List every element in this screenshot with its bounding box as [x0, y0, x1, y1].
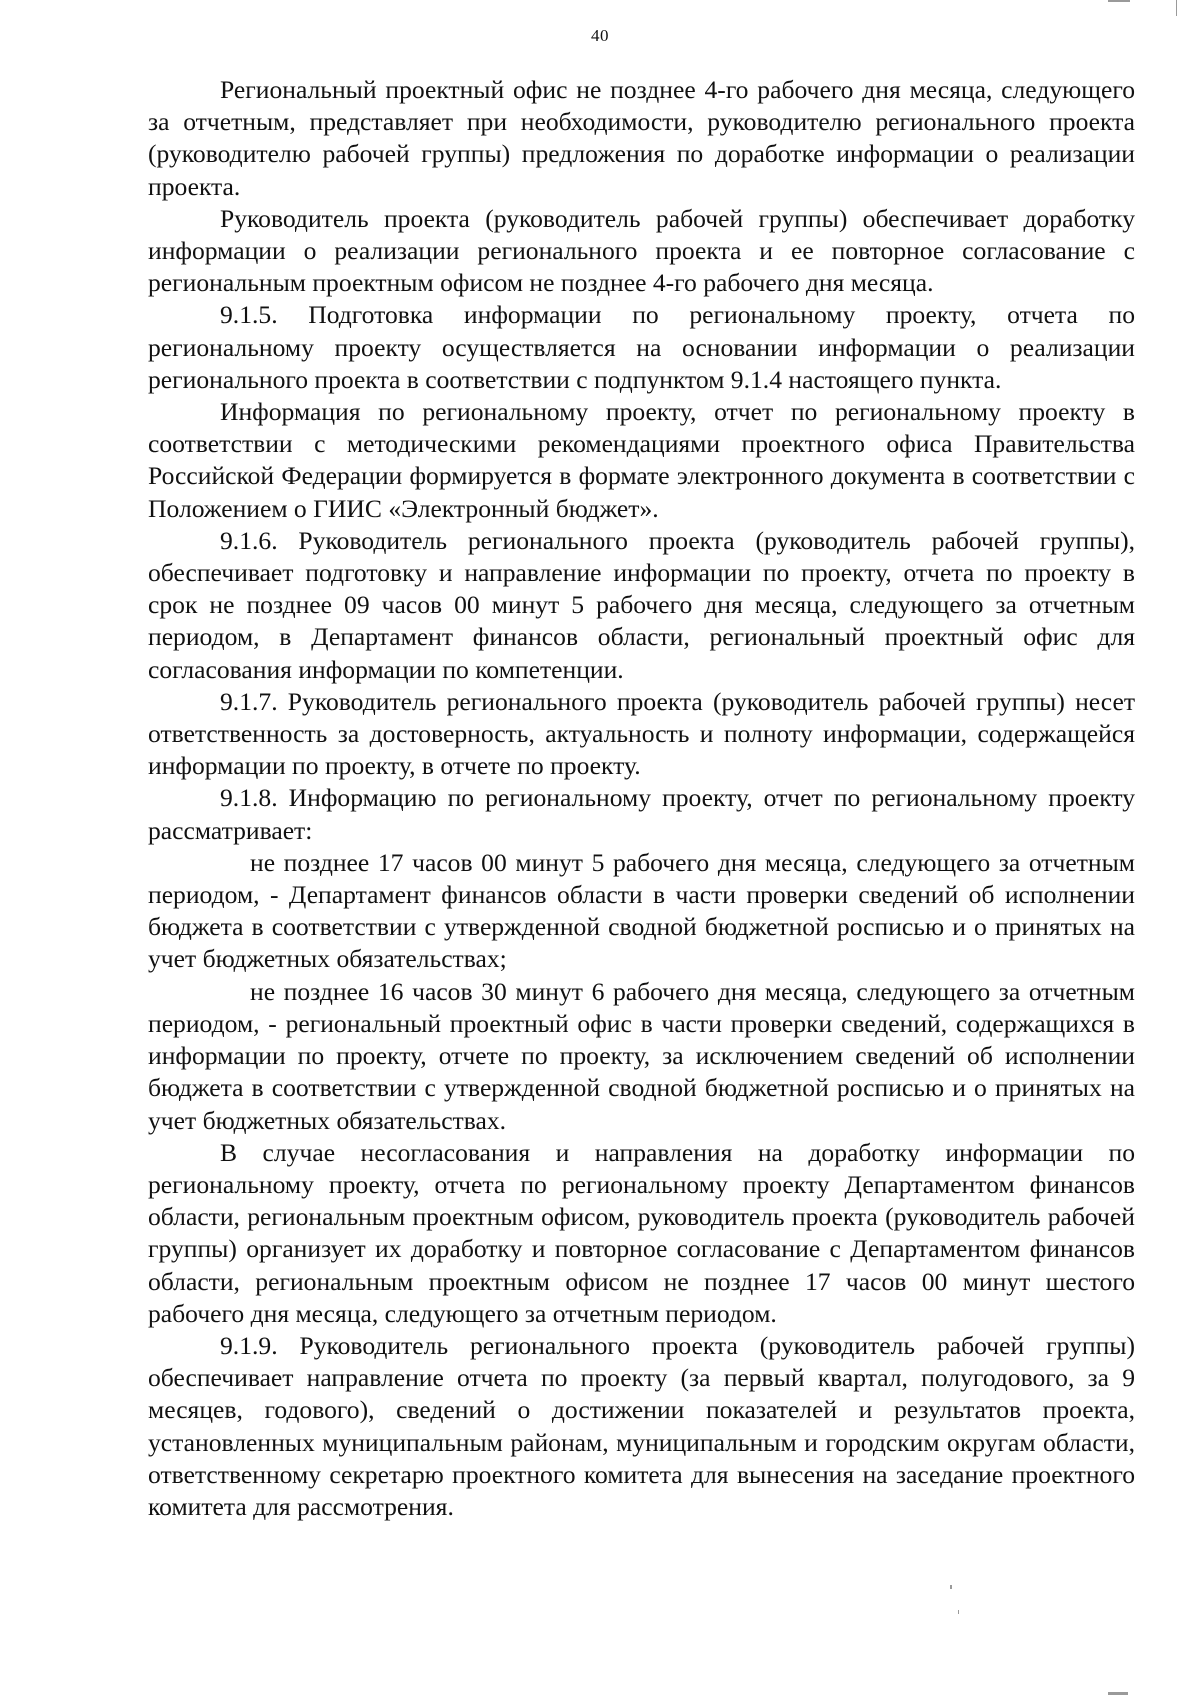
document-body [148, 74, 1135, 1523]
paragraph-project-lead-revision: Руководитель проекта (руководитель рабочей группы) обеспечивает доработку информации о реализации регионального проекта и ее повторное согласование с региональным проектным офисом не позднее 4-го рабочего дня месяца. [148, 203, 1135, 298]
scan-artifact-top-right [1108, 0, 1130, 2]
paragraph-9-1-9: 9.1.9. Руководитель регионального проекта (руководитель рабочей группы) обеспечивает направление отчета по проекту (за первый квартал, полугодового, за 9 месяцев, годового), сведений о достижении показателей и результатов проекта, установленных муниципальным районам, муниципальным и городским округам области, ответственному секретарю проектного комитета для вынесения на заседание проектного комитета для рассмотрения. [148, 1330, 1135, 1521]
paragraph-regional-office-proposals: Региональный проектный офис не позднее 4-го рабочего дня месяца, следующего за отчетным, представляет при необходимости, руководителю регионального проекта (руководителю рабочей группы) предложения по доработке информации о реализации проекта. [148, 75, 1135, 201]
scan-artifact-dot-1 [950, 1585, 952, 1589]
paragraph-9-1-6: 9.1.6. Руководитель регионального проекта (руководитель рабочей группы), обеспечивает подготовку и направление информации по проекту, отчета по проекту в срок не позднее 09 часов 00 минут 5 рабочего дня месяца, следующего за отчетным периодом, в Департамент финансов области, региональный проектный офис для согласования информации по компетенции. [148, 525, 1135, 684]
scan-artifact-edge-right [1176, 0, 1177, 16]
paragraph-non-approval: В случае несогласования и направления на доработку информации по региональному проекту, отчета по региональному проекту Департаментом финансов области, региональным проектным офисом, руководитель проекта (руководитель рабочей группы) организует их доработку и повторное согласование с Департаментом финансов области, региональным проектным офисом не позднее 17 часов 00 минут шестого рабочего дня месяца, следующего за отчетным периодом. [148, 1137, 1135, 1328]
page-number: 40 [591, 26, 609, 45]
paragraph-9-1-7: 9.1.7. Руководитель регионального проекта (руководитель рабочей группы) несет ответственность за достоверность, актуальность и полноту информации, содержащейся информации по проекту, в отчете по проекту. [148, 686, 1135, 781]
paragraph-project-office-review: не позднее 16 часов 30 минут 6 рабочего дня месяца, следующего за отчетным периодом, - региональный проектный офис в части проверки сведений, содержащихся в информации по проекту, отчете по проекту, за исключением сведений об исполнении бюджета в соответствии с утвержденной сводной бюджетной росписью и о принятых на учет бюджетных обязательствах. [148, 976, 1135, 1135]
scan-artifact-dot-2 [958, 1610, 959, 1614]
paragraph-9-1-8: 9.1.8. Информацию по региональному проекту, отчет по региональному проекту рассматривает: [148, 783, 1135, 845]
scan-artifact-bottom-right [1108, 1692, 1128, 1695]
paragraph-9-1-5: 9.1.5. Подготовка информации по региональному проекту, отчета по региональному проекту осуществляется на основании информации о реализации регионального проекта в соответствии с подпунктом 9.1.4 настоящего пункта. [148, 300, 1135, 394]
paragraph-finance-department-review: не позднее 17 часов 00 минут 5 рабочего дня месяца, следующего за отчетным периодом, - Департамент финансов области в части проверки сведений об исполнении бюджета в соответствии с утвержденной сводной бюджетной росписью и о принятых на учет бюджетных обязательствах; [148, 847, 1135, 974]
paragraph-report-format: Информация по региональному проекту, отчет по региональному проекту в соответствии с методическими рекомендациями проектного офиса Правительства Российской Федерации формируется в формате электронного документа в соответствии с Положением о ГИИС «Электронный бюджет». [148, 397, 1135, 523]
